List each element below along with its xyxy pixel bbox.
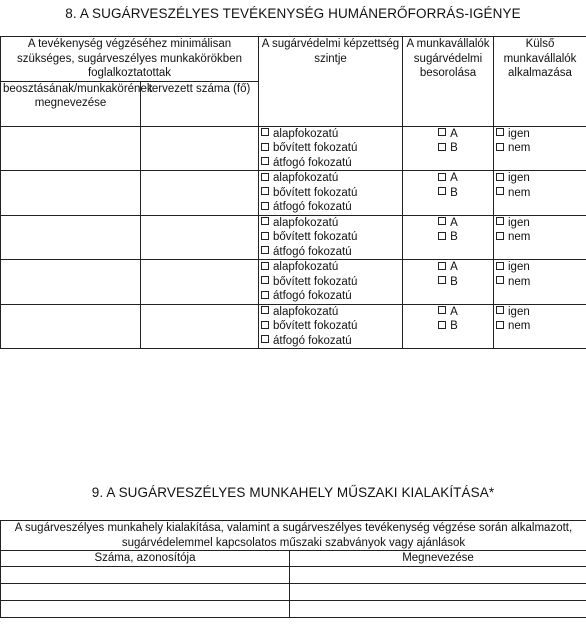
- checkbox-label: nem: [508, 275, 531, 288]
- checkbox-option[interactable]: [496, 141, 584, 156]
- checkbox-option[interactable]: [496, 216, 584, 231]
- checkbox-option[interactable]: [405, 141, 491, 156]
- count-cell[interactable]: [141, 126, 259, 171]
- checkbox-option[interactable]: [496, 171, 584, 186]
- checkbox-option[interactable]: [261, 230, 400, 245]
- checkbox-option[interactable]: [496, 260, 584, 275]
- checkbox-label: bővített fokozatú: [273, 186, 358, 199]
- checkbox-option[interactable]: [261, 186, 400, 201]
- checkbox-icon[interactable]: [496, 306, 504, 314]
- checkbox-icon[interactable]: [261, 321, 269, 329]
- checkbox-label: igen: [508, 261, 530, 273]
- checkbox-label: alapfokozatú: [273, 172, 339, 184]
- checkbox-label: igen: [508, 127, 530, 140]
- count-cell[interactable]: [141, 215, 259, 260]
- checkbox-label: nem: [508, 320, 531, 332]
- external-cell: [494, 171, 586, 216]
- classification-cell: [403, 304, 494, 349]
- checkbox-option[interactable]: [405, 216, 491, 231]
- checkbox-label: A: [450, 261, 458, 273]
- checkbox-icon[interactable]: [261, 232, 269, 240]
- entry-row: [1, 171, 586, 216]
- checkbox-option[interactable]: [496, 127, 584, 142]
- checkbox-option[interactable]: [261, 156, 400, 171]
- checkbox-option[interactable]: [261, 305, 400, 320]
- checkbox-option[interactable]: [261, 216, 400, 231]
- checkbox-label: bővített fokozatú: [273, 320, 358, 332]
- classification-cell: [403, 126, 494, 171]
- section-8-title: 8. A SUGÁRVESZÉLYES TEVÉKENYSÉG HUMÁNERŐFORRÁS-IGÉNYE: [65, 6, 521, 21]
- checkbox-label: bővített fokozatú: [273, 231, 358, 243]
- external-cell: [494, 304, 586, 349]
- checkbox-icon[interactable]: [496, 262, 504, 270]
- checkbox-label: A: [450, 127, 458, 140]
- checkbox-icon[interactable]: [261, 157, 269, 165]
- checkbox-option[interactable]: [261, 171, 400, 186]
- header-planned-count: tervezett száma (fő): [141, 81, 259, 126]
- checkbox-label: A: [450, 216, 458, 229]
- checkbox-icon[interactable]: [261, 143, 269, 151]
- checkbox-label: alapfokozatú: [273, 216, 339, 229]
- header-main: A tevékenység végzéséhez minimálisan szükséges, sugárveszélyes munkakörökben foglalkoztatottak: [1, 37, 259, 82]
- id-cell[interactable]: [1, 600, 290, 617]
- checkbox-icon[interactable]: [438, 217, 446, 225]
- position-cell[interactable]: [1, 215, 141, 260]
- checkbox-icon[interactable]: [261, 335, 269, 343]
- checkbox-option[interactable]: [261, 141, 400, 156]
- checkbox-label: nem: [508, 142, 531, 154]
- checkbox-icon[interactable]: [496, 187, 504, 195]
- checkbox-option[interactable]: [405, 171, 491, 186]
- checkbox-label: átfogó fokozatú: [273, 156, 352, 169]
- checkbox-icon[interactable]: [261, 128, 269, 136]
- checkbox-option[interactable]: [261, 289, 400, 304]
- position-cell[interactable]: [1, 260, 141, 305]
- checkbox-label: átfogó fokozatú: [273, 290, 352, 302]
- checkbox-label: bővített fokozatú: [273, 275, 358, 288]
- checkbox-option[interactable]: [496, 186, 584, 201]
- position-cell[interactable]: [1, 304, 141, 349]
- entry-row: [1, 126, 586, 171]
- checkbox-label: igen: [508, 305, 530, 318]
- checkbox-option[interactable]: [261, 334, 400, 349]
- checkbox-option[interactable]: [405, 230, 491, 245]
- checkbox-icon[interactable]: [496, 143, 504, 151]
- checkbox-icon[interactable]: [261, 276, 269, 284]
- checkbox-icon[interactable]: [496, 173, 504, 181]
- header-position: beosztásának/munkakörének megnevezése: [1, 81, 141, 126]
- classification-cell: [403, 215, 494, 260]
- checkbox-icon[interactable]: [496, 321, 504, 329]
- hr-requirements-table: [0, 36, 586, 349]
- checkbox-option[interactable]: [405, 275, 491, 290]
- checkbox-icon[interactable]: [496, 217, 504, 225]
- checkbox-label: átfogó fokozatú: [273, 245, 352, 258]
- checkbox-label: alapfokozatú: [273, 127, 339, 140]
- checkbox-icon[interactable]: [261, 262, 269, 270]
- checkbox-icon[interactable]: [261, 187, 269, 195]
- header-external-workers: Külső munkavállalók alkalmazása: [494, 37, 586, 127]
- id-cell[interactable]: [1, 566, 290, 583]
- id-cell[interactable]: [1, 583, 290, 600]
- external-cell: [494, 126, 586, 171]
- header-training-level: A sugárvédelmi képzettség szintje: [259, 37, 403, 127]
- checkbox-label: A: [450, 172, 458, 184]
- name-cell[interactable]: [290, 566, 586, 583]
- name-cell[interactable]: [290, 583, 586, 600]
- checkbox-icon[interactable]: [261, 246, 269, 254]
- training-level-cell: [259, 260, 403, 305]
- training-level-cell: [259, 126, 403, 171]
- checkbox-option[interactable]: [261, 319, 400, 334]
- checkbox-option[interactable]: [261, 200, 400, 215]
- checkbox-option[interactable]: [405, 319, 491, 334]
- checkbox-label: B: [450, 142, 458, 154]
- checkbox-option[interactable]: [405, 186, 491, 201]
- checkbox-label: igen: [508, 172, 530, 184]
- training-level-cell: [259, 304, 403, 349]
- checkbox-icon[interactable]: [438, 143, 446, 151]
- training-level-cell: [259, 171, 403, 216]
- checkbox-label: A: [450, 305, 458, 318]
- header-classification: A munkavállalók sugárvédelmi besorolása: [403, 37, 494, 127]
- checkbox-option[interactable]: [405, 260, 491, 275]
- position-cell[interactable]: [1, 126, 141, 171]
- checkbox-icon[interactable]: [261, 291, 269, 299]
- checkbox-option[interactable]: [496, 230, 584, 245]
- section-9-header: A sugárveszélyes munkahely kialakítása, valamint a sugárveszélyes tevékenység végzése során alkalmazott, sugárvédelemmel kapcsolatos műszaki szabványok vagy ajánlások: [1, 521, 586, 551]
- checkbox-icon[interactable]: [261, 217, 269, 225]
- checkbox-label: nem: [508, 186, 531, 199]
- checkbox-label: átfogó fokozatú: [273, 334, 352, 347]
- checkbox-label: B: [450, 320, 458, 332]
- checkbox-option[interactable]: [496, 319, 584, 334]
- name-cell[interactable]: [290, 600, 586, 617]
- external-cell: [494, 260, 586, 305]
- checkbox-option[interactable]: [496, 305, 584, 320]
- entry-row: [1, 215, 586, 260]
- entry-row: [1, 304, 586, 349]
- external-cell: [494, 215, 586, 260]
- checkbox-icon[interactable]: [496, 128, 504, 136]
- checkbox-option[interactable]: [261, 275, 400, 290]
- checkbox-icon[interactable]: [438, 232, 446, 240]
- checkbox-label: B: [450, 186, 458, 199]
- col-id-header: Száma, azonosítója: [1, 551, 290, 567]
- checkbox-icon[interactable]: [438, 276, 446, 284]
- classification-cell: [403, 171, 494, 216]
- checkbox-option[interactable]: [496, 275, 584, 290]
- checkbox-label: átfogó fokozatú: [273, 201, 352, 213]
- checkbox-icon[interactable]: [438, 128, 446, 136]
- classification-cell: [403, 260, 494, 305]
- training-level-cell: [259, 215, 403, 260]
- checkbox-icon[interactable]: [261, 306, 269, 314]
- checkbox-icon[interactable]: [438, 187, 446, 195]
- checkbox-icon[interactable]: [261, 202, 269, 210]
- checkbox-label: bővített fokozatú: [273, 142, 358, 154]
- checkbox-icon[interactable]: [496, 232, 504, 240]
- checkbox-label: alapfokozatú: [273, 261, 339, 273]
- col-name-header: Megnevezése: [290, 551, 586, 567]
- checkbox-icon[interactable]: [438, 321, 446, 329]
- checkbox-label: B: [450, 231, 458, 243]
- checkbox-label: alapfokozatú: [273, 305, 339, 318]
- position-cell[interactable]: [1, 171, 141, 216]
- checkbox-icon[interactable]: [438, 173, 446, 181]
- checkbox-option[interactable]: [261, 127, 400, 142]
- checkbox-option[interactable]: [405, 305, 491, 320]
- count-cell[interactable]: [141, 260, 259, 305]
- checkbox-option[interactable]: [261, 245, 400, 260]
- section-9-title: 9. A SUGÁRVESZÉLYES MUNKAHELY MŰSZAKI KIALAKÍTÁSA*: [91, 485, 495, 500]
- count-cell[interactable]: [141, 304, 259, 349]
- entry-row: [1, 260, 586, 305]
- count-cell[interactable]: [141, 171, 259, 216]
- checkbox-icon[interactable]: [496, 276, 504, 284]
- checkbox-icon[interactable]: [438, 306, 446, 314]
- technical-standards-table: [0, 520, 586, 618]
- checkbox-option[interactable]: [405, 127, 491, 142]
- checkbox-option[interactable]: [261, 260, 400, 275]
- checkbox-label: nem: [508, 231, 531, 243]
- checkbox-icon[interactable]: [438, 262, 446, 270]
- checkbox-label: B: [450, 275, 458, 288]
- checkbox-label: igen: [508, 216, 530, 229]
- checkbox-icon[interactable]: [261, 173, 269, 181]
